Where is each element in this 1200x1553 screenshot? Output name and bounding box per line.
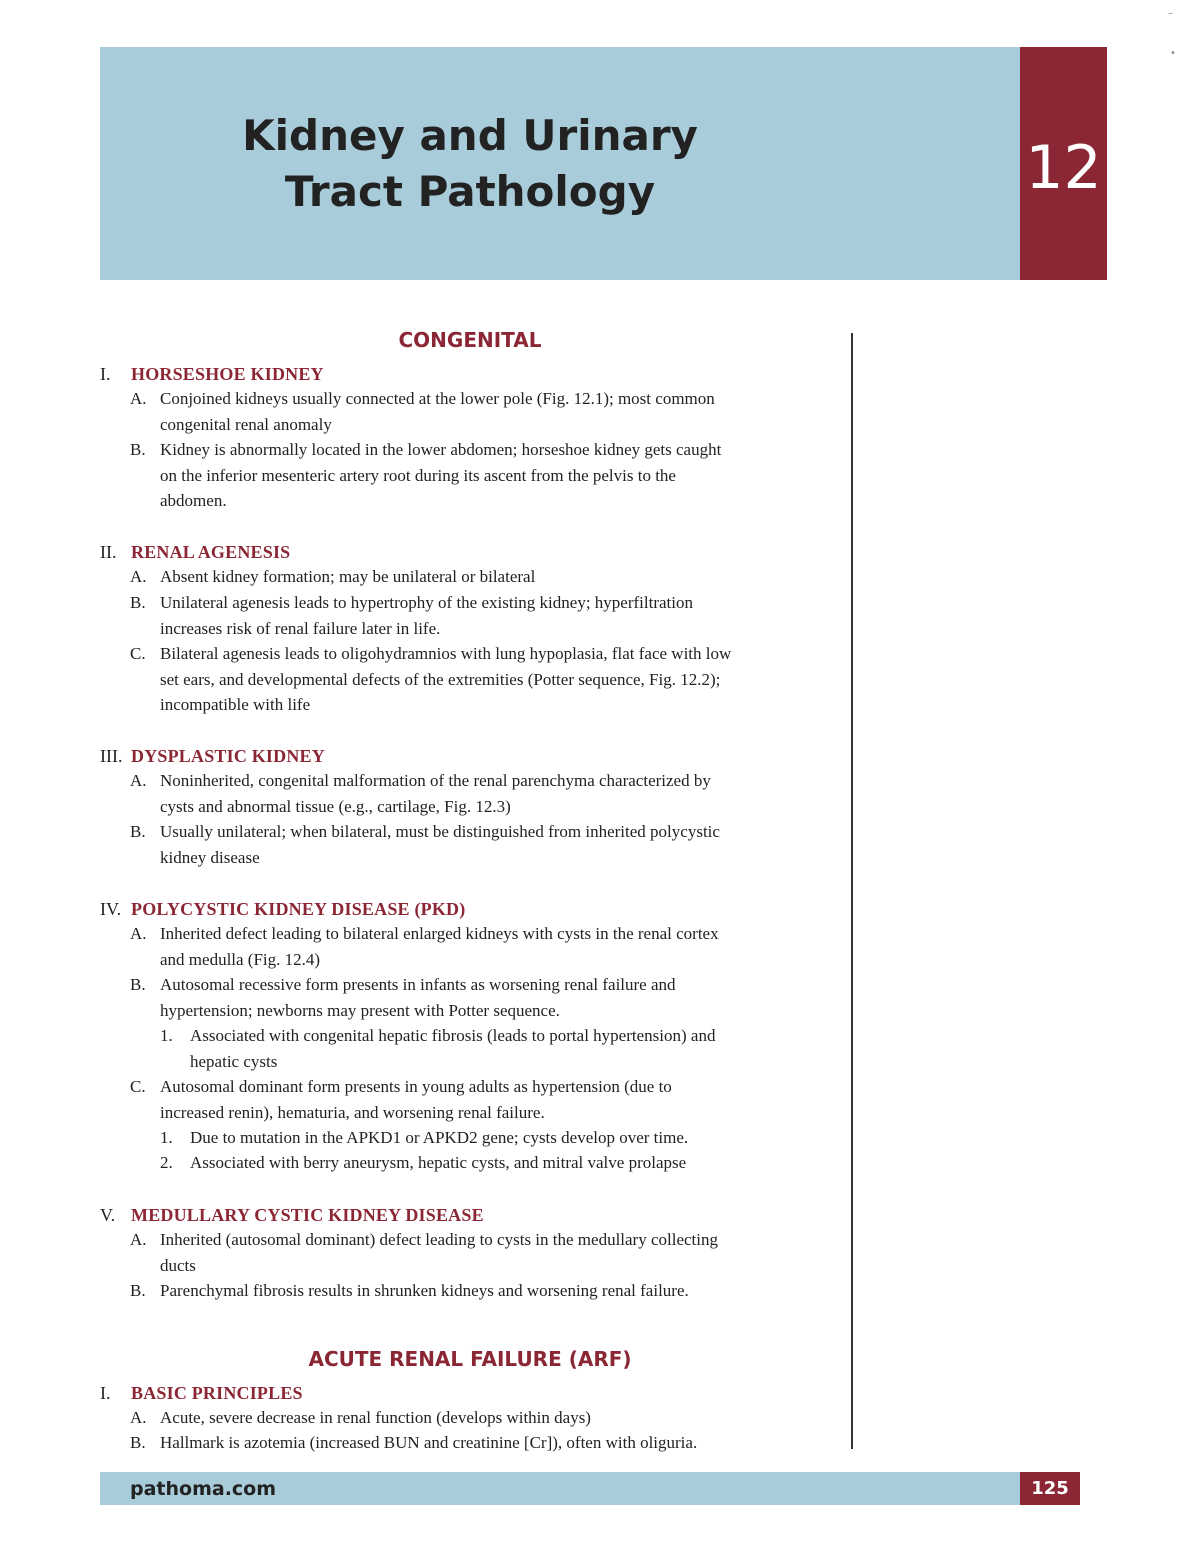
item-label: C.	[130, 1077, 146, 1096]
item-text-line: increases risk of renal failure later in life.	[160, 618, 441, 638]
topic-heading	[100, 1380, 840, 1406]
topic-heading	[100, 896, 840, 922]
item-text-line: Hallmark is azotemia (increased BUN and creatinine [Cr]), often with oliguria.	[160, 1433, 698, 1452]
topic-name: HORSESHOE KIDNEY	[131, 364, 324, 384]
item-label: B.	[130, 1281, 146, 1300]
item-text-line: Conjoined kidneys usually connected at the lower pole (Fig. 12.1); most common	[160, 389, 715, 408]
item-text-line: Kidney is abnormally located in the lower abdomen; horseshoe kidney gets caught	[160, 440, 722, 459]
item-label: B.	[130, 975, 146, 994]
topic-numeral: I.	[100, 364, 111, 384]
topic-numeral: III.	[100, 746, 123, 766]
outline-item	[130, 437, 722, 514]
item-text-line: Usually unilateral; when bilateral, must be distinguished from inherited polycystic	[160, 822, 720, 841]
topic-name: RENAL AGENESIS	[131, 542, 291, 562]
item-text-line: Absent kidney formation; may be unilateral or bilateral	[160, 567, 536, 586]
topic-heading	[100, 1202, 840, 1228]
item-text-line: Acute, severe decrease in renal function (develops within days)	[160, 1408, 591, 1427]
item-label: 1.	[160, 1026, 173, 1045]
item-text-line: congenital renal anomaly	[160, 414, 332, 434]
item-text-line: Associated with congenital hepatic fibrosis (leads to portal hypertension) and	[190, 1026, 716, 1045]
outline-item	[130, 1278, 689, 1304]
topic-name: BASIC PRINCIPLES	[131, 1383, 303, 1403]
scan-mark: •	[1170, 48, 1176, 59]
item-text-line: Due to mutation in the APKD1 or APKD2 gene; cysts develop over time.	[190, 1128, 689, 1147]
item-text-line: incompatible with life	[160, 695, 311, 714]
item-text-line: Inherited (autosomal dominant) defect leading to cysts in the medullary collecting	[160, 1230, 718, 1249]
item-text-line: on the inferior mesenteric artery root during its ascent from the pelvis to the	[160, 465, 676, 485]
topic-name: POLYCYSTIC KIDNEY DISEASE (PKD)	[131, 899, 466, 919]
outline-item	[130, 1405, 591, 1431]
outline-subitem	[160, 1023, 716, 1074]
item-label: A.	[130, 771, 147, 790]
topic-name: DYSPLASTIC KIDNEY	[131, 746, 325, 766]
item-text-line: hypertension; newborns may present with Potter sequence.	[160, 1000, 560, 1020]
item-label: A.	[130, 389, 147, 408]
outline-subitem	[160, 1150, 687, 1176]
item-text-line: Noninherited, congenital malformation of the renal parenchyma characterized by	[160, 771, 711, 790]
chapter-title-line-2: Tract Pathology	[284, 167, 656, 216]
outline-subitem	[160, 1125, 689, 1151]
item-text-line: set ears, and developmental defects of the extremities (Potter sequence, Fig. 12.2);	[160, 669, 721, 689]
section-heading: CONGENITAL	[398, 328, 542, 352]
topic-heading	[100, 743, 840, 769]
topic-heading	[100, 361, 840, 387]
item-text-line: increased renin), hematuria, and worsening renal failure.	[160, 1102, 545, 1122]
outline-item	[130, 921, 719, 972]
item-label: A.	[130, 567, 147, 586]
item-text-line: cysts and abnormal tissue (e.g., cartilage, Fig. 12.3)	[160, 796, 511, 816]
item-text-line: and medulla (Fig. 12.4)	[160, 949, 321, 969]
outline-item	[130, 564, 536, 590]
outline-item	[130, 386, 715, 437]
item-text-line: Bilateral agenesis leads to oligohydramnios with lung hypoplasia, flat face with low	[160, 644, 732, 663]
item-text-line: ducts	[160, 1255, 196, 1275]
item-text-line: Autosomal dominant form presents in young adults as hypertension (due to	[160, 1077, 672, 1096]
item-text-line: Inherited defect leading to bilateral enlarged kidneys with cysts in the renal cortex	[160, 924, 719, 943]
outline-item	[130, 641, 732, 718]
section-heading: ACUTE RENAL FAILURE (ARF)	[308, 1347, 632, 1371]
item-label: B.	[130, 1433, 146, 1452]
outline-item	[130, 972, 676, 1023]
item-text-line: Parenchymal fibrosis results in shrunken kidneys and worsening renal failure.	[160, 1281, 689, 1300]
scan-mark: –	[1168, 8, 1173, 19]
topic-heading	[100, 539, 840, 565]
item-label: 2.	[160, 1153, 173, 1172]
topic-numeral: I.	[100, 1383, 111, 1403]
item-label: 1.	[160, 1128, 173, 1147]
outline-item	[130, 590, 693, 641]
footer-site-name: pathoma.com	[130, 1478, 277, 1500]
outline-item	[130, 1074, 672, 1125]
chapter-title-line-1: Kidney and Urinary	[242, 111, 698, 160]
item-text-line: Associated with berry aneurysm, hepatic cysts, and mitral valve prolapse	[190, 1153, 687, 1172]
item-label: B.	[130, 440, 146, 459]
outline-item	[130, 768, 711, 819]
topic-name: MEDULLARY CYSTIC KIDNEY DISEASE	[131, 1205, 484, 1225]
item-text-line: hepatic cysts	[190, 1051, 278, 1071]
item-label: A.	[130, 1408, 147, 1427]
item-text-line: kidney disease	[160, 847, 260, 867]
topic-numeral: II.	[100, 542, 117, 562]
item-label: C.	[130, 644, 146, 663]
outline-item	[130, 1227, 718, 1278]
item-label: A.	[130, 1230, 147, 1249]
item-text-line: Unilateral agenesis leads to hypertrophy of the existing kidney; hyperfiltration	[160, 593, 693, 612]
topic-numeral: V.	[100, 1205, 116, 1225]
item-text-line: Autosomal recessive form presents in infants as worsening renal failure and	[160, 975, 676, 994]
item-label: B.	[130, 593, 146, 612]
item-label: B.	[130, 822, 146, 841]
page-number: 125	[1031, 1478, 1069, 1499]
chapter-title	[100, 108, 840, 220]
outline-item	[130, 819, 720, 870]
item-label: A.	[130, 924, 147, 943]
margin-rule	[851, 333, 853, 1449]
outline-item	[130, 1430, 698, 1456]
item-text-line: abdomen.	[160, 491, 227, 510]
chapter-number: 12	[1025, 133, 1102, 203]
topic-numeral: IV.	[100, 899, 122, 919]
